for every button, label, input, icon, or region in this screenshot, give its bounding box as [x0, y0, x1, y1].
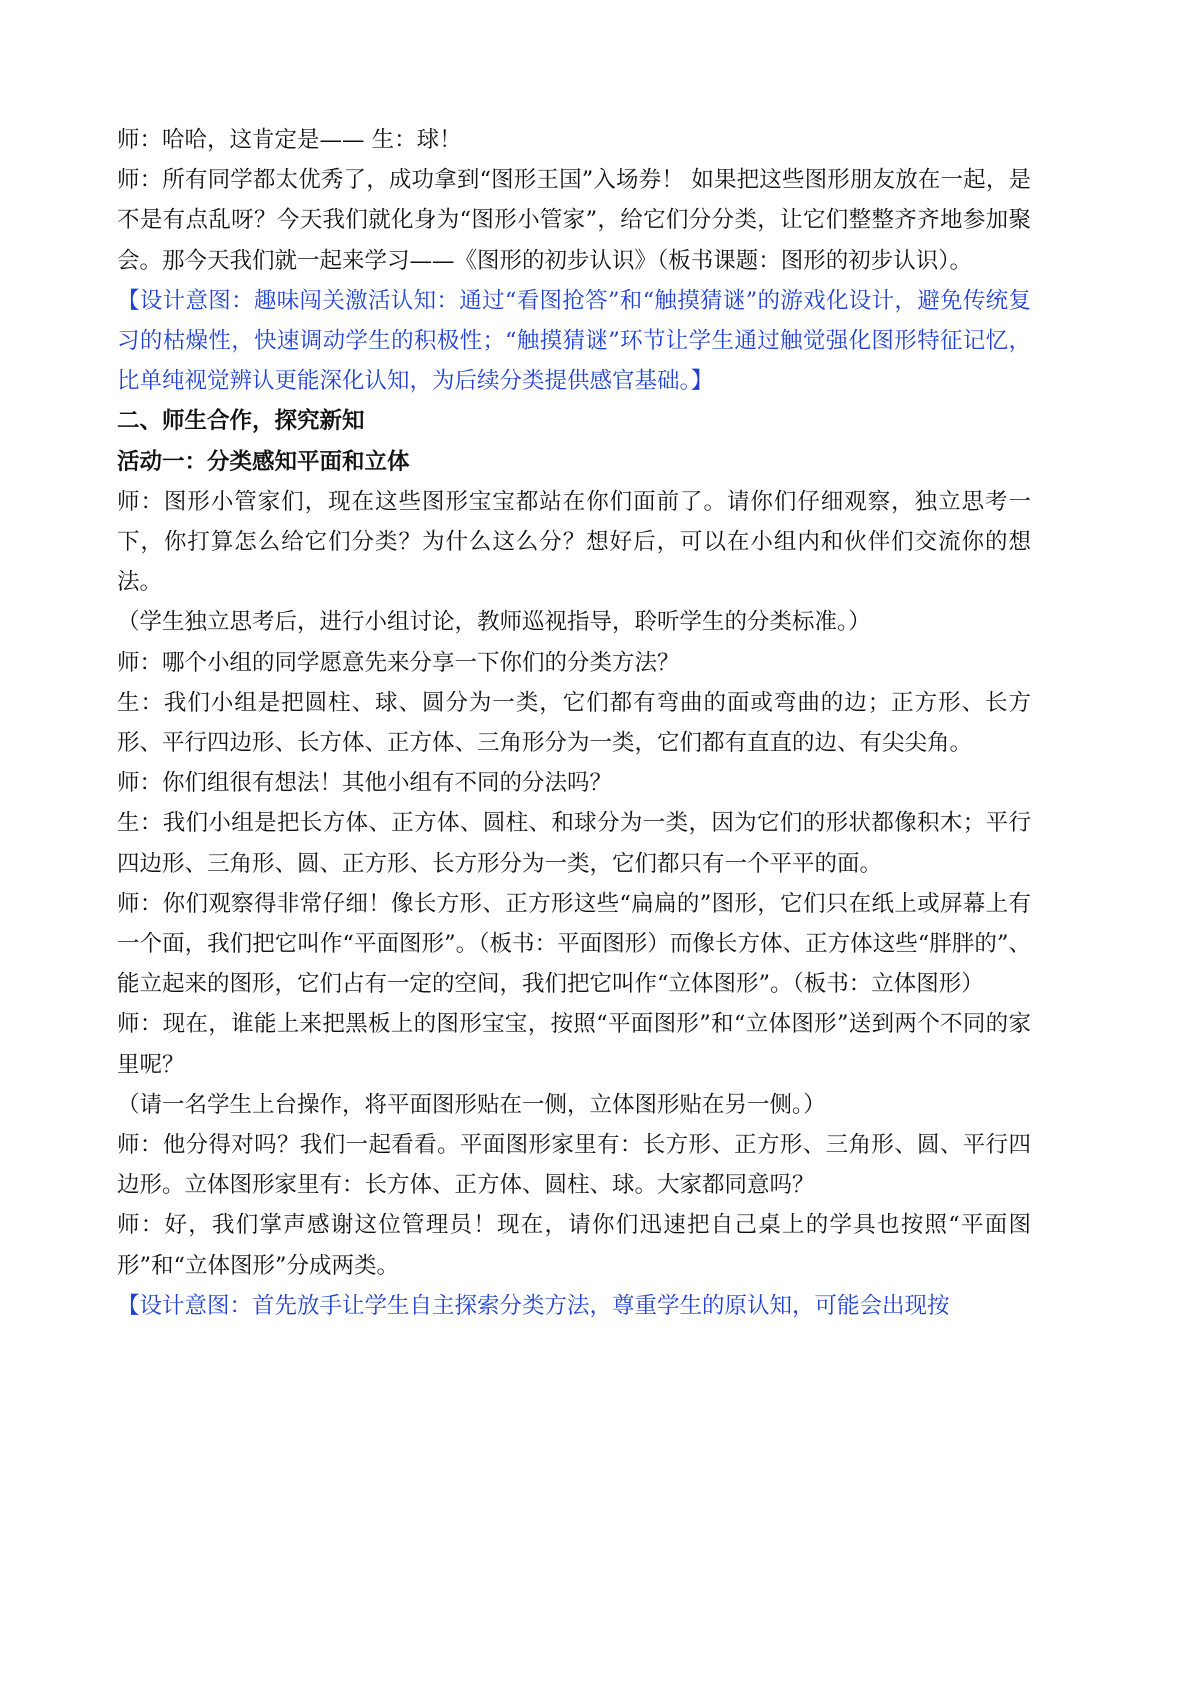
- paragraph-dialogue: 师：你们观察得非常仔细！像长方形、正方形这些“扁扁的”图形，它们只在纸上或屏幕上有一个面，我们把它叫作“平面图形”。（板书：平面图形）而像长方体、正方体这些“胖胖的”、能立起来的图形，它们占有一定的空间，我们把它叫作“立体图形”。（板书：立体图形）: [117, 890, 1031, 998]
- paragraph-design-intent: 【设计意图：首先放手让学生自主探索分类方法，尊重学生的原认知，可能会出现按: [117, 1292, 950, 1319]
- paragraph-dialogue: 师：所有同学都太优秀了，成功拿到“图形王国”入场券！ 如果把这些图形朋友放在一起，是不是有点乱呀？今天我们就化身为“图形小管家”，给它们分分类，让它们整整齐齐地参加聚会。那今天我们就一起来学习——《图形的初步认识》（板书课题：图形的初步认识）。: [117, 167, 1031, 274]
- paragraph-dialogue: 师：图形小管家们，现在这些图形宝宝都站在你们面前了。请你们仔细观察，独立思考一下，你打算怎么给它们分类？为什么这么分？想好后，可以在小组内和伙伴们交流你的想法。: [117, 488, 1031, 596]
- paragraph-dialogue: 师：你们组很有想法！其他小组有不同的分法吗？: [117, 770, 613, 797]
- paragraph-dialogue: 师：哪个小组的同学愿意先来分享一下你们的分类方法？: [117, 649, 680, 676]
- paragraph-stage-direction: （学生独立思考后，进行小组讨论，教师巡视指导，聆听学生的分类标准。）: [117, 609, 871, 636]
- paragraph-dialogue: 师：哈哈，这肯定是—— 生：球！: [117, 127, 462, 153]
- section-heading: 二、师生合作，探究新知: [117, 408, 365, 435]
- paragraph-stage-direction: （请一名学生上台操作，将平面图形贴在一侧，立体图形贴在另一侧。）: [117, 1091, 826, 1118]
- paragraph-design-intent: 【设计意图：趣味闯关激活认知：通过“看图抢答”和“触摸猜谜”的游戏化设计，避免传统复习的枯燥性，快速调动学生的积极性；“触摸猜谜”环节让学生通过触觉强化图形特征记忆，比单纯视觉辨认更能深化认知，为后续分类提供感官基础。】: [117, 287, 1031, 395]
- paragraph-dialogue: 师：他分得对吗？我们一起看看。平面图形家里有：长方形、正方形、三角形、圆、平行四边形。立体图形家里有：长方体、正方体、圆柱、球。大家都同意吗？: [117, 1132, 1031, 1199]
- activity-heading: 活动一：分类感知平面和立体: [117, 448, 410, 475]
- document-page: [117, 120, 1031, 1326]
- paragraph-dialogue: 生：我们小组是把圆柱、球、圆分为一类，它们都有弯曲的面或弯曲的边；正方形、长方形、平行四边形、长方体、正方体、三角形分为一类，它们都有直直的边、有尖尖角。: [117, 689, 1031, 757]
- paragraph-dialogue: 师：现在，谁能上来把黑板上的图形宝宝，按照“平面图形”和“立体图形”送到两个不同的家里呢？: [117, 1011, 1031, 1078]
- paragraph-dialogue: 生：我们小组是把长方体、正方体、圆柱、和球分为一类，因为它们的形状都像积木；平行四边形、三角形、圆、正方形、长方形分为一类，它们都只有一个平平的面。: [117, 810, 1031, 877]
- paragraph-dialogue: 师：好，我们掌声感谢这位管理员！现在，请你们迅速把自己桌上的学具也按照“平面图形”和“立体图形”分成两类。: [117, 1212, 1031, 1279]
